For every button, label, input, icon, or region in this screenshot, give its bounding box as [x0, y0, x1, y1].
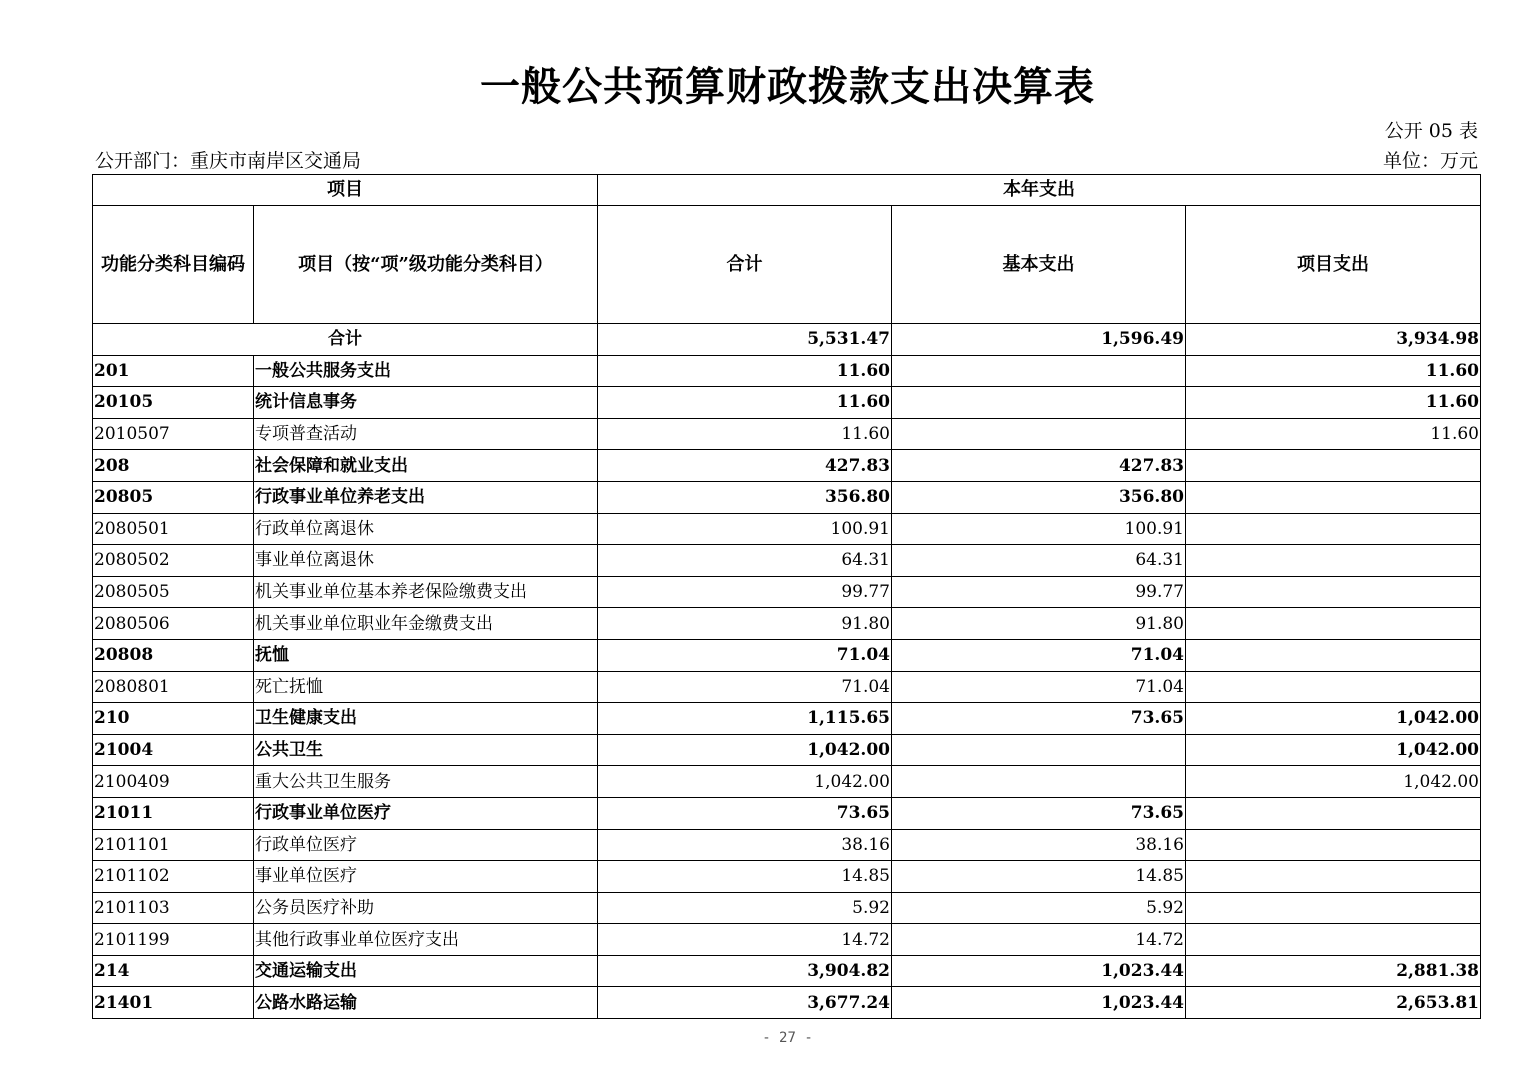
row-basic	[892, 766, 1186, 798]
header-row-2	[93, 206, 1481, 324]
header-total: 合计	[598, 206, 892, 324]
row-total: 14.85	[598, 861, 892, 893]
row-total: 71.04	[598, 671, 892, 703]
row-basic	[892, 418, 1186, 450]
row-name: 机关事业单位基本养老保险缴费支出	[254, 576, 598, 608]
row-total: 91.80	[598, 608, 892, 640]
table-row	[93, 861, 1481, 893]
row-code: 2080506	[93, 608, 254, 640]
row-code: 20805	[93, 481, 254, 513]
row-name: 行政单位医疗	[254, 829, 598, 861]
row-code: 214	[93, 955, 254, 987]
row-code: 2101101	[93, 829, 254, 861]
row-total: 99.77	[598, 576, 892, 608]
row-project	[1186, 892, 1481, 924]
table-row	[93, 766, 1481, 798]
table-row	[93, 924, 1481, 956]
row-name: 专项普查活动	[254, 418, 598, 450]
row-name: 重大公共卫生服务	[254, 766, 598, 798]
expenditure-table	[92, 174, 1481, 1019]
row-project	[1186, 829, 1481, 861]
row-total: 38.16	[598, 829, 892, 861]
row-total: 356.80	[598, 481, 892, 513]
row-project: 11.60	[1186, 387, 1481, 419]
row-name: 公务员医疗补助	[254, 892, 598, 924]
row-basic: 99.77	[892, 576, 1186, 608]
row-project	[1186, 639, 1481, 671]
page-number: - 27 -	[762, 1030, 813, 1046]
row-name: 抚恤	[254, 639, 598, 671]
row-basic: 100.91	[892, 513, 1186, 545]
row-basic: 64.31	[892, 545, 1186, 577]
row-code: 201	[93, 355, 254, 387]
row-basic	[892, 355, 1186, 387]
row-project: 2,881.38	[1186, 955, 1481, 987]
row-code: 2010507	[93, 418, 254, 450]
table-row	[93, 734, 1481, 766]
row-name: 行政事业单位养老支出	[254, 481, 598, 513]
row-name: 行政事业单位医疗	[254, 797, 598, 829]
row-basic: 14.72	[892, 924, 1186, 956]
row-total: 64.31	[598, 545, 892, 577]
row-code: 2080505	[93, 576, 254, 608]
row-code: 2080502	[93, 545, 254, 577]
row-total: 3,904.82	[598, 955, 892, 987]
header-project-expense: 项目支出	[1186, 206, 1481, 324]
row-basic	[892, 387, 1186, 419]
row-basic: 427.83	[892, 450, 1186, 482]
row-project	[1186, 608, 1481, 640]
row-total: 100.91	[598, 513, 892, 545]
table-row	[93, 829, 1481, 861]
row-basic: 71.04	[892, 671, 1186, 703]
table-row	[93, 355, 1481, 387]
row-name: 事业单位医疗	[254, 861, 598, 893]
row-project	[1186, 861, 1481, 893]
row-project: 1,042.00	[1186, 766, 1481, 798]
row-basic: 71.04	[892, 639, 1186, 671]
table-row	[93, 892, 1481, 924]
row-basic: 1,023.44	[892, 955, 1186, 987]
total-basic: 1,596.49	[892, 324, 1186, 356]
row-name: 交通运输支出	[254, 955, 598, 987]
total-label: 合计	[93, 324, 598, 356]
table-row	[93, 576, 1481, 608]
row-code: 20808	[93, 639, 254, 671]
page-title: 一般公共预算财政拨款支出决算表	[480, 63, 1095, 110]
table-row	[93, 513, 1481, 545]
row-basic: 5.92	[892, 892, 1186, 924]
row-code: 2101199	[93, 924, 254, 956]
table-row	[93, 545, 1481, 577]
row-code: 21401	[93, 987, 254, 1019]
row-name: 公共卫生	[254, 734, 598, 766]
row-project	[1186, 545, 1481, 577]
row-project: 11.60	[1186, 355, 1481, 387]
row-project	[1186, 924, 1481, 956]
row-name: 事业单位离退休	[254, 545, 598, 577]
unit-label: 单位：万元	[1382, 150, 1478, 172]
total-sum: 5,531.47	[598, 324, 892, 356]
row-code: 2101103	[93, 892, 254, 924]
row-name: 行政单位离退休	[254, 513, 598, 545]
row-project	[1186, 576, 1481, 608]
row-name: 死亡抚恤	[254, 671, 598, 703]
table-row	[93, 387, 1481, 419]
row-name: 公路水路运输	[254, 987, 598, 1019]
table-row	[93, 671, 1481, 703]
row-code: 2101102	[93, 861, 254, 893]
row-project	[1186, 481, 1481, 513]
total-row	[93, 324, 1481, 356]
department-label: 公开部门：重庆市南岸区交通局	[95, 150, 362, 172]
row-code: 2080501	[93, 513, 254, 545]
row-project: 1,042.00	[1186, 734, 1481, 766]
row-total: 3,677.24	[598, 987, 892, 1019]
table-row	[93, 481, 1481, 513]
row-project	[1186, 450, 1481, 482]
row-project	[1186, 797, 1481, 829]
header-basic: 基本支出	[892, 206, 1186, 324]
table-row	[93, 608, 1481, 640]
row-total: 427.83	[598, 450, 892, 482]
row-total: 71.04	[598, 639, 892, 671]
row-total: 1,042.00	[598, 734, 892, 766]
row-total: 73.65	[598, 797, 892, 829]
row-basic: 73.65	[892, 797, 1186, 829]
row-basic: 38.16	[892, 829, 1186, 861]
row-basic	[892, 734, 1186, 766]
table-row	[93, 797, 1481, 829]
header-row-1	[93, 175, 1481, 206]
table-row	[93, 639, 1481, 671]
header-current-year: 本年支出	[598, 175, 1481, 206]
row-project	[1186, 513, 1481, 545]
row-total: 14.72	[598, 924, 892, 956]
row-basic: 1,023.44	[892, 987, 1186, 1019]
row-code: 20105	[93, 387, 254, 419]
row-total: 1,042.00	[598, 766, 892, 798]
row-total: 1,115.65	[598, 703, 892, 735]
row-project	[1186, 671, 1481, 703]
row-project: 11.60	[1186, 418, 1481, 450]
row-basic: 91.80	[892, 608, 1186, 640]
row-code: 2100409	[93, 766, 254, 798]
table-row	[93, 450, 1481, 482]
table-row	[93, 955, 1481, 987]
table-row	[93, 418, 1481, 450]
table-row	[93, 987, 1481, 1019]
row-name: 一般公共服务支出	[254, 355, 598, 387]
row-project: 2,653.81	[1186, 987, 1481, 1019]
row-code: 21011	[93, 797, 254, 829]
row-total: 5.92	[598, 892, 892, 924]
row-name: 机关事业单位职业年金缴费支出	[254, 608, 598, 640]
row-basic: 356.80	[892, 481, 1186, 513]
row-name: 社会保障和就业支出	[254, 450, 598, 482]
header-name: 项目（按“项”级功能分类科目）	[254, 206, 598, 324]
row-basic: 73.65	[892, 703, 1186, 735]
row-name: 统计信息事务	[254, 387, 598, 419]
row-code: 210	[93, 703, 254, 735]
row-code: 2080801	[93, 671, 254, 703]
row-code: 21004	[93, 734, 254, 766]
header-project: 项目	[93, 175, 598, 206]
row-code: 208	[93, 450, 254, 482]
table-row	[93, 703, 1481, 735]
row-total: 11.60	[598, 418, 892, 450]
row-basic: 14.85	[892, 861, 1186, 893]
header-code: 功能分类科目编码	[93, 206, 254, 324]
row-name: 卫生健康支出	[254, 703, 598, 735]
row-name: 其他行政事业单位医疗支出	[254, 924, 598, 956]
row-project: 1,042.00	[1186, 703, 1481, 735]
row-total: 11.60	[598, 387, 892, 419]
row-total: 11.60	[598, 355, 892, 387]
form-number: 公开 05 表	[1384, 120, 1478, 142]
total-project: 3,934.98	[1186, 324, 1481, 356]
